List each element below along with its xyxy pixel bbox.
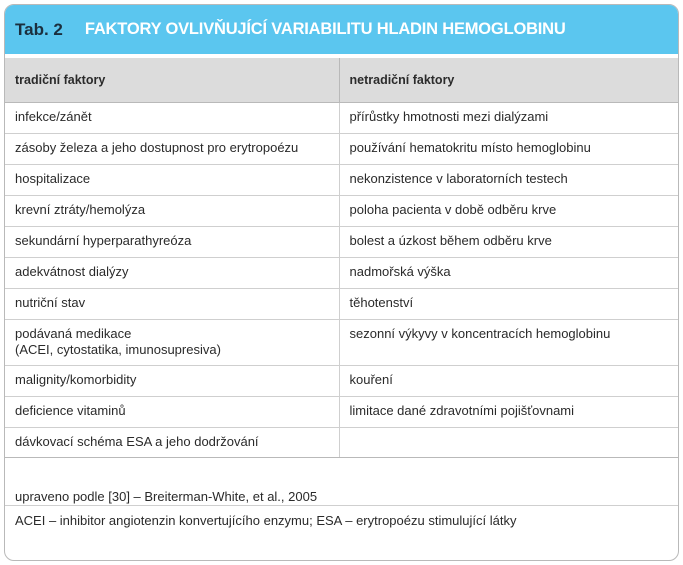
table-row (5, 257, 678, 288)
cell-nontraditional: bolest a úzkost během odběru krve (339, 226, 678, 257)
cell-nontraditional: používání hematokritu místo hemoglobinu (339, 133, 678, 164)
cell-nontraditional: přírůstky hmotnosti mezi dialýzami (349, 108, 549, 124)
table-row (5, 396, 678, 427)
table-row (5, 102, 678, 133)
header-traditional: tradiční faktory (5, 58, 339, 102)
cell-nontraditional: nadmořská výška (339, 257, 678, 288)
table-frame (4, 4, 679, 561)
cell-nontraditional: limitace dané zdravotními pojišťovnami (339, 396, 678, 427)
table-row (5, 288, 678, 319)
table-abbreviations-note: ACEI – inhibitor angiotenzin konvertujícího enzymu; ESA – erytropoézu stimulující látky (15, 513, 517, 528)
cell-nontraditional: kouření (339, 365, 678, 396)
table-row (5, 164, 678, 195)
cell-traditional: infekce/zánět (5, 102, 339, 133)
cell-line: (ACEI, cytostatika, imunosupresiva) (15, 341, 221, 357)
table-source-note: upraveno podle [30] – Breiterman-White, et al., 2005 (5, 465, 678, 506)
cell-nontraditional: sezonní výkyvy v koncentracích hemoglobinu (339, 319, 678, 365)
table-row (5, 226, 678, 257)
cell-nontraditional: těhotenství (339, 288, 678, 319)
table-number: Tab. 2 (15, 19, 63, 39)
cell-traditional: hospitalizace (5, 164, 339, 195)
table-row (5, 319, 678, 365)
cell-nontraditional: nekonzistence v laboratorních testech (339, 164, 678, 195)
cell-line: podávaná medikace (15, 325, 132, 341)
cell-traditional: nutriční stav (5, 288, 339, 319)
cell-nontraditional: poloha pacienta v době odběru krve (339, 195, 678, 226)
header-nontraditional: netradiční faktory (339, 58, 678, 102)
table-row (5, 195, 678, 226)
table-header-row (5, 58, 678, 102)
cell-traditional: malignity/komorbidity (5, 365, 339, 396)
cell-traditional: krevní ztráty/hemolýza (5, 195, 339, 226)
cell-traditional: dávkovací schéma ESA a jeho dodržování (5, 427, 339, 457)
factors-table (5, 58, 678, 458)
cell-traditional: zásoby železa a jeho dostupnost pro erytropoézu (5, 133, 339, 164)
table-title-bar (5, 5, 678, 56)
cell-traditional: adekvátnost dialýzy (5, 257, 339, 288)
cell-traditional: deficience vitaminů (5, 396, 339, 427)
table-row (5, 133, 678, 164)
cell-traditional (5, 319, 339, 365)
table-title: FAKTORY OVLIVŇUJÍCÍ VARIABILITU HLADIN HEMOGLOBINU (84, 20, 566, 38)
cell-traditional: sekundární hyperparathyreóza (5, 226, 339, 257)
cell-nontraditional (339, 427, 678, 457)
table-row (5, 365, 678, 396)
table-row (5, 427, 678, 457)
